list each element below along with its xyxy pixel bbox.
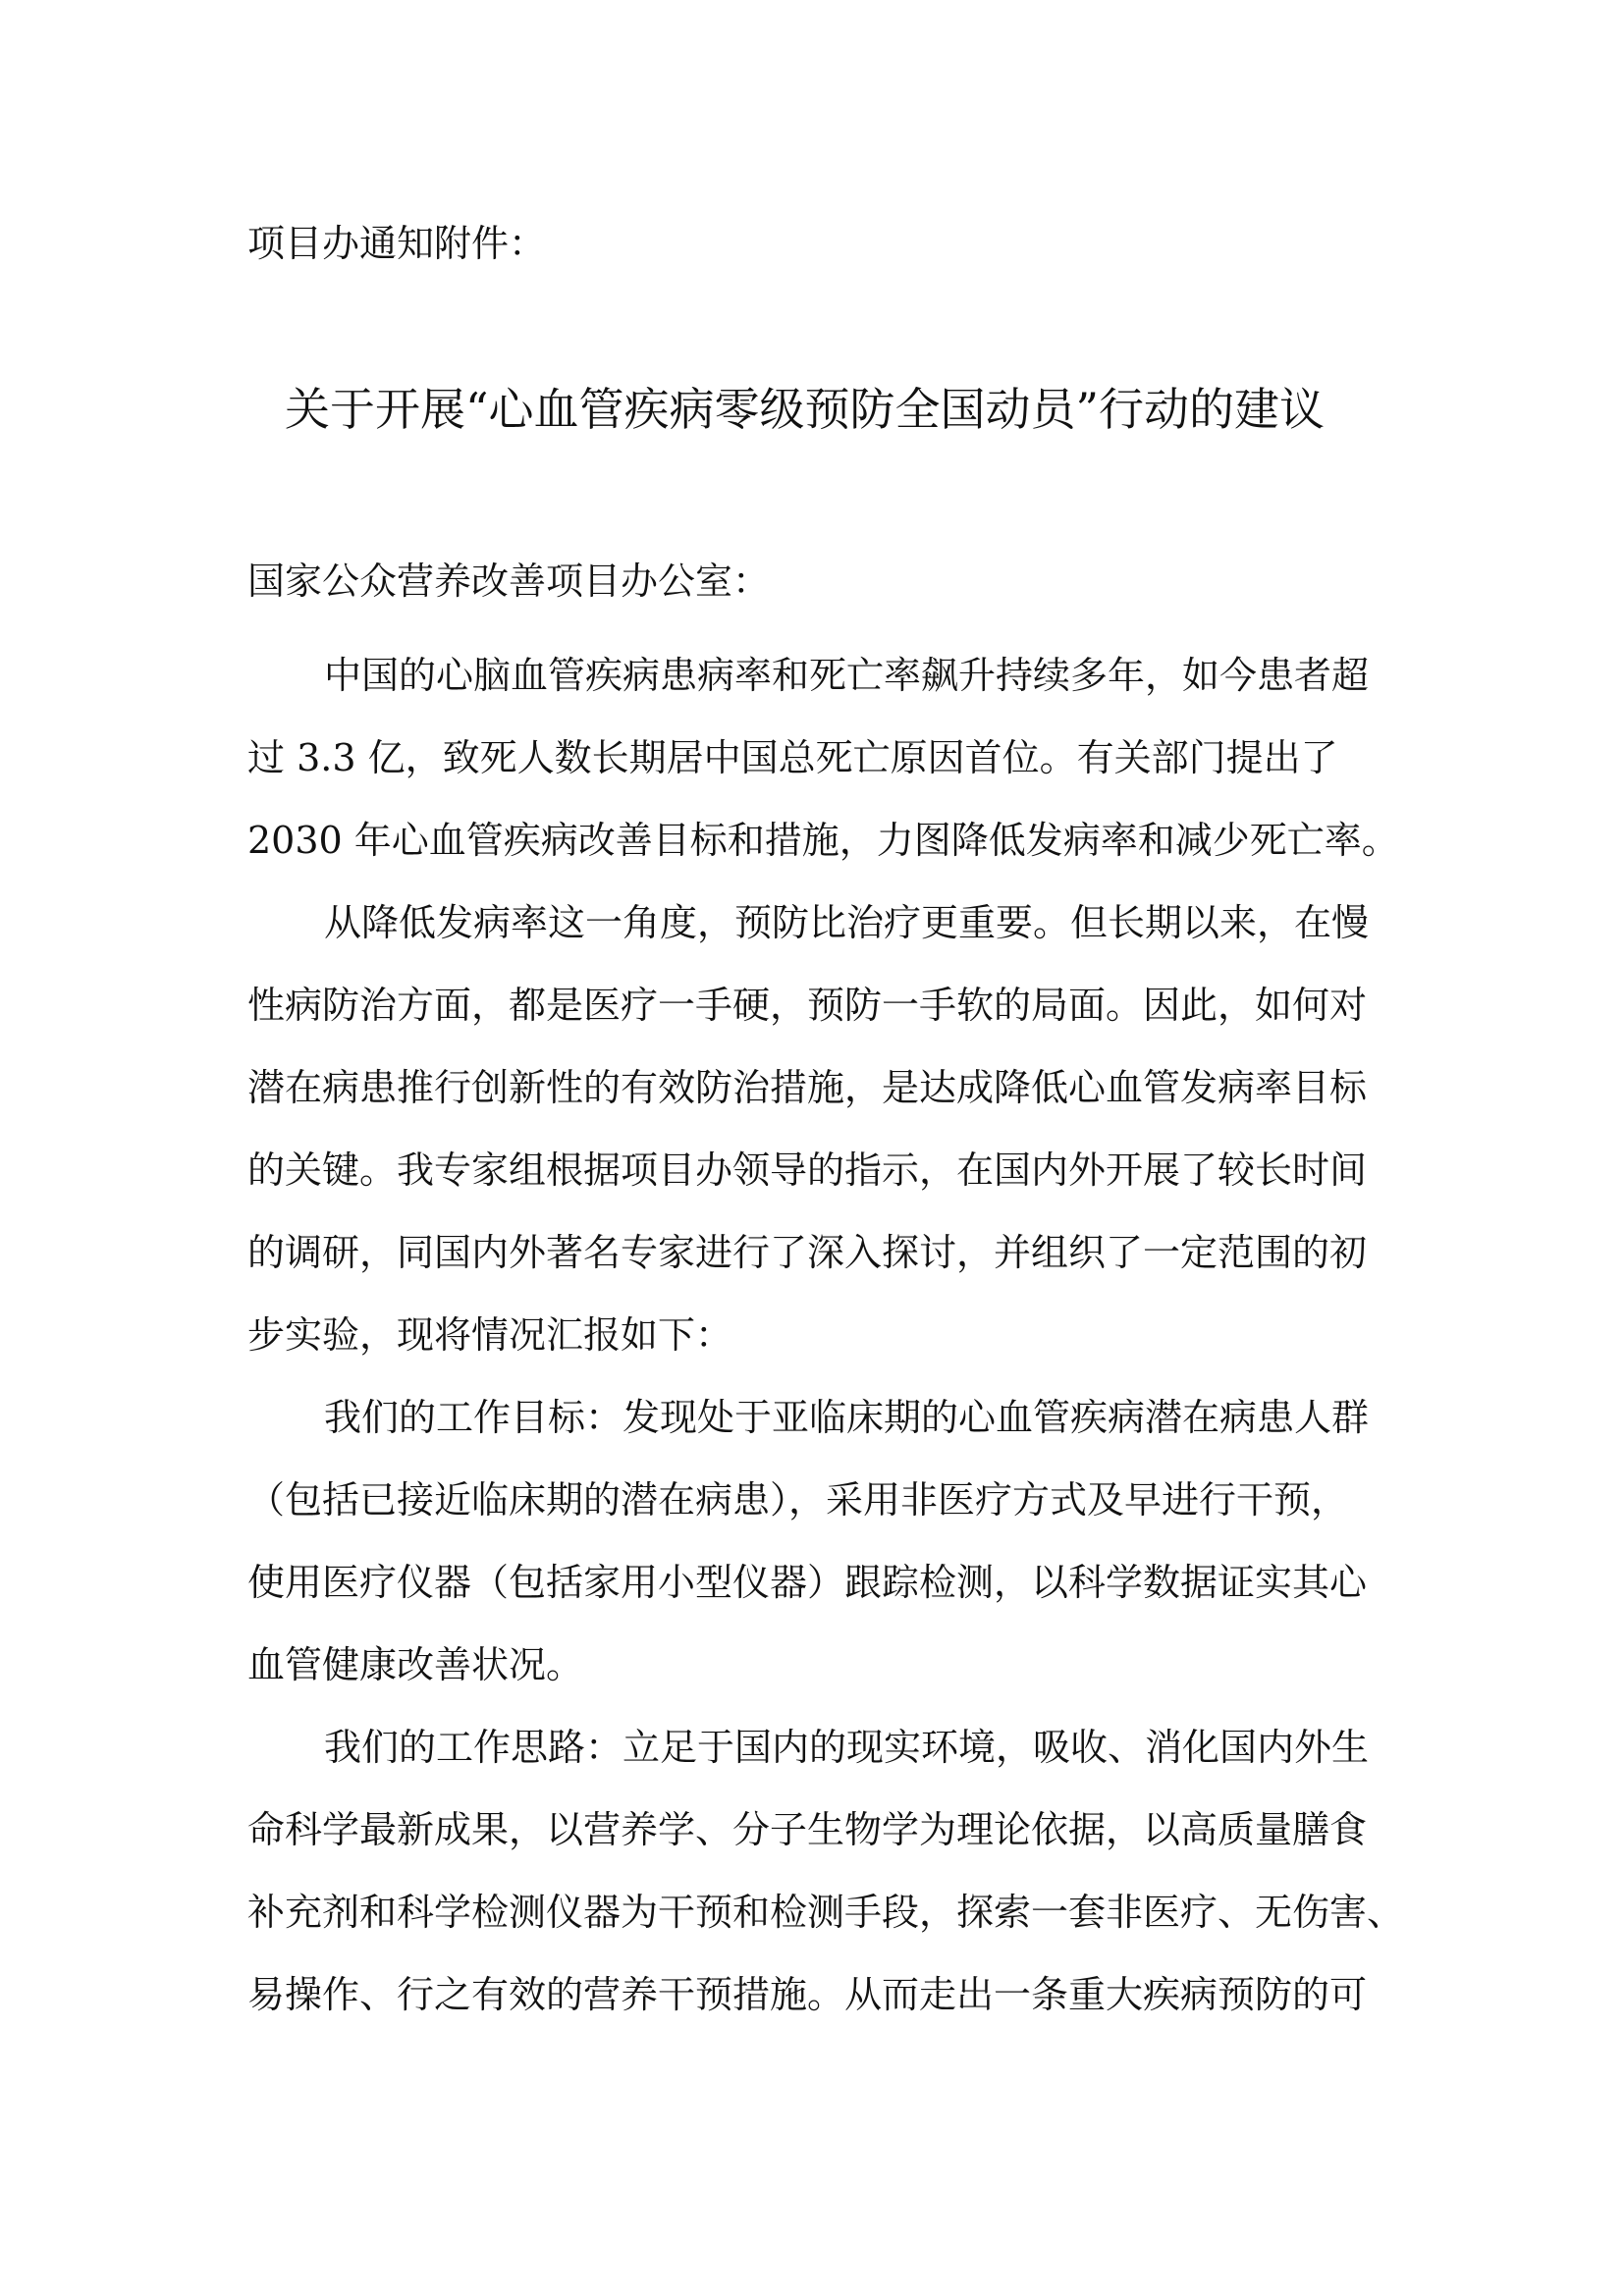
paragraph-1 [247,634,1399,881]
text-line: 补充剂和科学检测仪器为干预和检测手段，探索一套非医疗、无伤害、 [247,1891,1405,1934]
text-line: 我们的工作思路：立足于国内的现实环境，吸收、消化国内外生 [324,1726,1370,1769]
document-title: 关于开展“心血管疾病零级预防全国动员”行动的建议 [285,383,1326,436]
paragraph-4 [247,1706,1405,2036]
text-line: 步实验，现将情况汇报如下： [247,1313,733,1357]
text-line: 从降低发病率这一角度，预防比治疗更重要。但长期以来，在慢 [324,901,1370,944]
text-line: 中国的心脑血管疾病患病率和死亡率飙升持续多年，如今患者超 [324,654,1370,697]
text-line: 潜在病患推行创新性的有效防治措施，是达成降低心血管发病率目标 [247,1066,1368,1109]
document-body [247,634,1405,2036]
text-line: 2030 年心血管疾病改善目标和措施，力图降低发病率和减少死亡率。 [247,819,1399,862]
text-line: （包括已接近临床期的潜在病患），采用非医疗方式及早进行干预， [247,1478,1349,1522]
text-line: 血管健康改善状况。 [247,1643,584,1686]
paragraph-3 [247,1376,1386,1706]
text-line: 命科学最新成果，以营养学、分子生物学为理论依据，以高质量膳食 [247,1808,1368,1851]
paragraph-2 [247,881,1386,1376]
text-line: 的调研，同国内外著名专家进行了深入探讨，并组织了一定范围的初 [247,1231,1368,1274]
text-line: 我们的工作目标：发现处于亚临床期的心血管疾病潜在病患人群 [324,1396,1370,1439]
attachment-label: 项目办通知附件： [247,222,547,265]
text-line: 过 3.3 亿，致死人数长期居中国总死亡原因首位。有关部门提出了 [247,736,1338,779]
text-line: 的关键。我专家组根据项目办领导的指示，在国内外开展了较长时间 [247,1148,1368,1192]
text-line: 易操作、行之有效的营养干预措施。从而走出一条重大疾病预防的可 [247,1973,1368,2016]
recipient-line: 国家公众营养改善项目办公室： [247,560,771,603]
text-line: 性病防治方面，都是医疗一手硬，预防一手软的局面。因此，如何对 [247,984,1368,1027]
text-line: 使用医疗仪器（包括家用小型仪器）跟踪检测，以科学数据证实其心 [247,1561,1368,1604]
